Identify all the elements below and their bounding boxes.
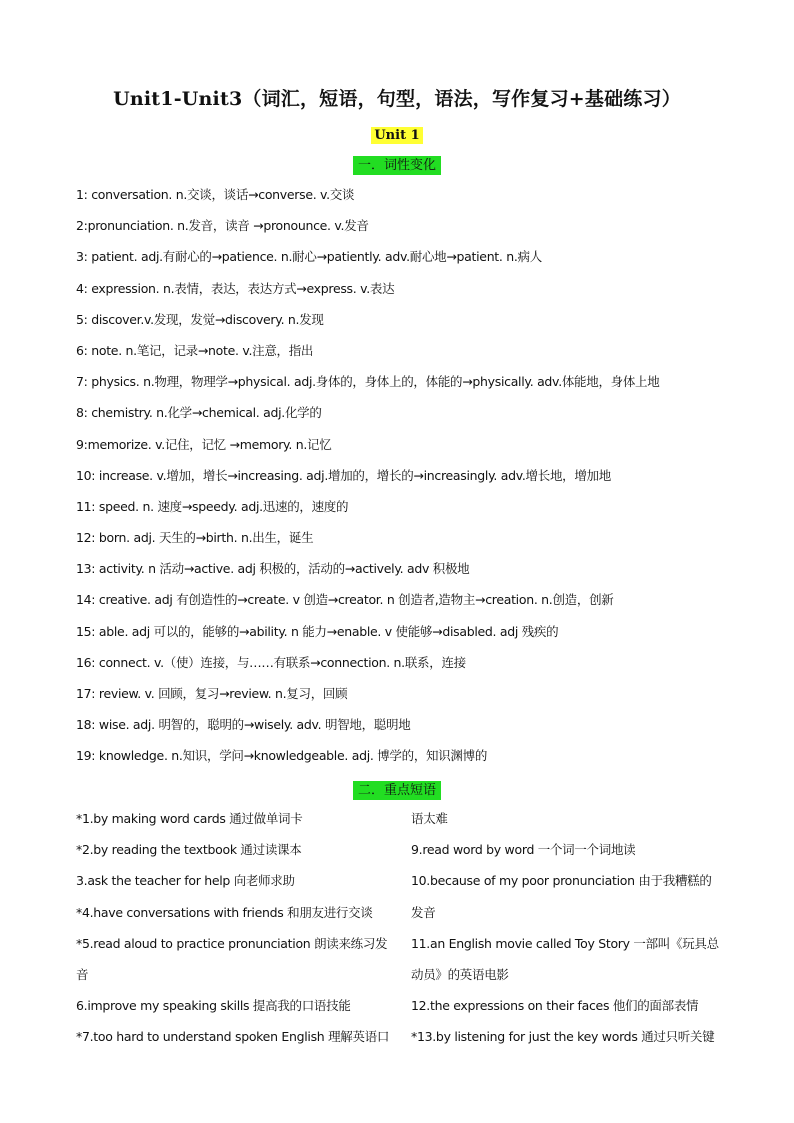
- list-item: 9:memorize. v.记住，记忆 →memory. n.记忆: [76, 436, 332, 452]
- list-item: 8: chemistry. n.化学→chemical. adj.化学的: [76, 405, 322, 421]
- list-item: 9.read word by word 一个词一个词地读: [411, 842, 636, 858]
- list-item: *5.read aloud to practice pronunciation 朗读来练习发: [76, 935, 388, 951]
- list-item: 音: [76, 966, 89, 982]
- vocab-list: [76, 183, 776, 776]
- list-item: 3.ask the teacher for help 向老师求助: [76, 873, 295, 889]
- list-item: 1: conversation. n.交谈，谈话→converse. v.交谈: [76, 187, 355, 202]
- section1-label: 一．词性变化: [353, 156, 441, 175]
- list-item: *4.have conversations with friends 和朋友进行交谈: [76, 904, 373, 920]
- unit-label: Unit 1: [371, 127, 422, 144]
- list-item: 19: knowledge. n.知识，学问→knowledgeable. adj. 博学的，知识渊博的: [76, 748, 488, 764]
- list-item: 5: discover.v.发现，发觉→discovery. n.发现: [76, 311, 324, 327]
- list-item: 7: physics. n.物理，物理学→physical. adj.身体的，身体上的，体能的→physically. adv.体能地，身体上地: [76, 374, 660, 390]
- list-item: 13: activity. n 活动→active. adj 积极的，活动的→actively. adv 积极地: [76, 561, 470, 577]
- list-item: 语太难: [411, 811, 448, 826]
- list-item: 16: connect. v.（使）连接，与……有联系→connection. n.联系，连接: [76, 654, 466, 670]
- list-item: 10: increase. v.增加，增长→increasing. adj.增加的，增长的→increasingly. adv.增长地，增加地: [76, 467, 611, 483]
- list-item: *13.by listening for just the key words 通过只听关键: [411, 1029, 715, 1045]
- list-item: 4: expression. n.表情，表达，表达方式→express. v.表达: [76, 280, 395, 296]
- list-item: 6: note. n.笔记，记录→note. v.注意，指出: [76, 342, 314, 358]
- list-item: 15: able. adj 可以的，能够的→ability. n 能力→enable. v 使能够→disabled. adj 残疾的: [76, 623, 559, 639]
- list-item: *7.too hard to understand spoken English 理解英语口: [76, 1029, 390, 1045]
- list-item: *2.by reading the textbook 通过读课本: [76, 842, 302, 858]
- phrases-right-column: [411, 805, 727, 1055]
- section2-label: 二．重点短语: [353, 781, 441, 800]
- list-item: 11.an English movie called Toy Story 一部叫《玩具总: [411, 935, 719, 951]
- list-item: 动员》的英语电影: [411, 966, 509, 982]
- unit-heading: [0, 124, 794, 143]
- list-item: 14: creative. adj 有创造性的→create. v 创造→creator. n 创造者,造物主→creation. n.创造，创新: [76, 592, 614, 608]
- list-item: 发音: [411, 904, 436, 920]
- list-item: 12: born. adj. 天生的→birth. n.出生，诞生: [76, 530, 314, 546]
- list-item: 18: wise. adj. 明智的，聪明的→wisely. adv. 明智地，聪明地: [76, 717, 411, 733]
- list-item: 17: review. v. 回顾，复习→review. n.复习，回顾: [76, 686, 348, 701]
- list-item: 11: speed. n. 速度→speedy. adj.迅速的，速度的: [76, 498, 349, 514]
- section-heading-word-forms: [0, 154, 794, 173]
- list-item: 2:pronunciation. n.发音，读音 →pronounce. v.发音: [76, 218, 369, 234]
- list-item: 3: patient. adj.有耐心的→patience. n.耐心→patiently. adv.耐心地→patient. n.病人: [76, 249, 542, 265]
- section-heading-key-phrases: [0, 779, 794, 798]
- page-title: Unit1-Unit3（词汇，短语，句型，语法，写作复习+基础练习）: [113, 88, 681, 110]
- phrases-left-column: [76, 805, 394, 1055]
- list-item: *1.by making word cards 通过做单词卡: [76, 811, 303, 826]
- list-item: 6.improve my speaking skills 提高我的口语技能: [76, 998, 351, 1014]
- list-item: 10.because of my poor pronunciation 由于我糟糕的: [411, 873, 712, 889]
- list-item: 12.the expressions on their faces 他们的面部表情: [411, 998, 699, 1014]
